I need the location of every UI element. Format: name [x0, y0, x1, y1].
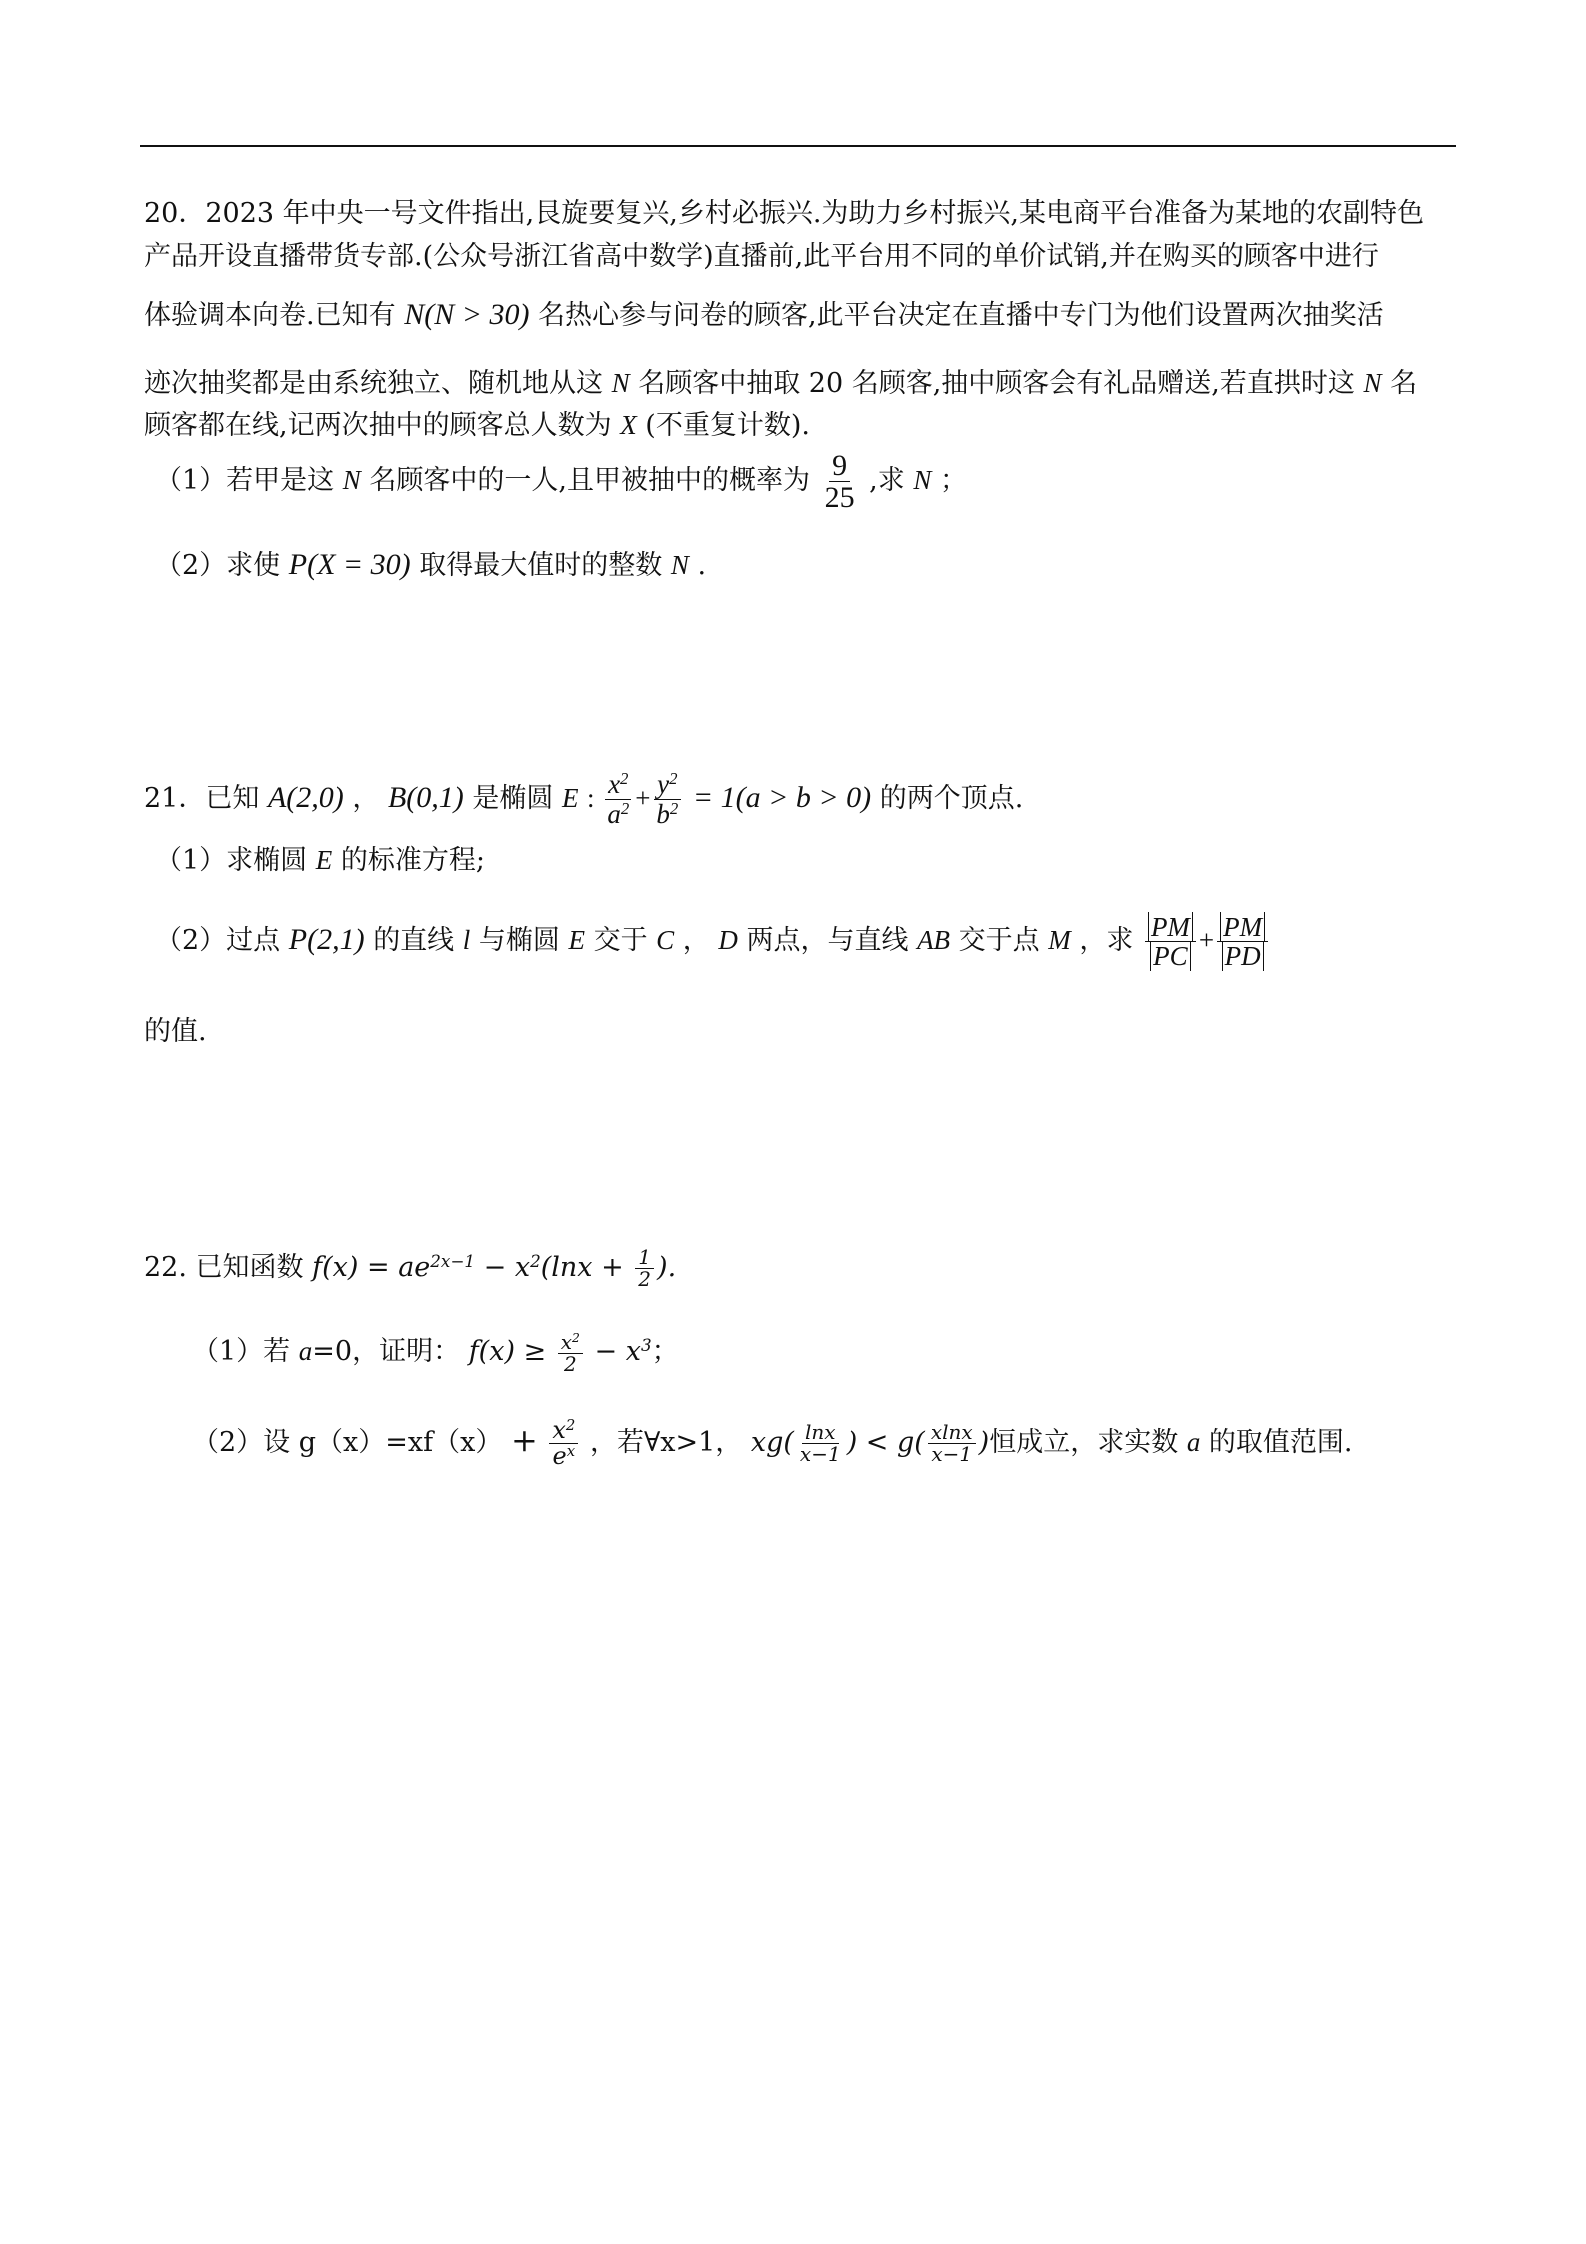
q20-p1-text-d: ； — [939, 465, 967, 496]
q20-p2-text-b: 取得最大值时的整数 — [419, 550, 663, 581]
q22-p2-text-c: 恒成立，求实数 — [989, 1427, 1179, 1458]
q20-text-3a: 体验调本向卷.已知有 — [144, 300, 396, 331]
x-symbol: x — [608, 769, 621, 800]
q21-p2-text-h: ，求 — [1079, 925, 1134, 956]
point-p: P(2,1) — [288, 923, 365, 956]
q20-text-4c: 名 — [1390, 368, 1418, 399]
q20-p1-text-b: 名顾客中的一人,且甲被抽中的概率为 — [369, 465, 810, 496]
q20-p2-text-a: （2）求使 — [155, 550, 281, 581]
q20-var-n-2: N — [1363, 368, 1382, 398]
header-rule — [140, 145, 1456, 147]
q20-var-n: N — [611, 368, 630, 398]
a-symbol: a — [607, 799, 621, 830]
q22-line-1: 22. 已知函数 $f(x) = ae^{2x-1} - x^2(\ln x$ + $\frac{1}{2}$ ). — [144, 1245, 677, 1292]
y-symbol: y — [657, 769, 670, 800]
pc-length: PC — [1150, 941, 1191, 971]
q22-term-1: − x — [475, 1252, 531, 1284]
q21-p2-text-a: （2）过点 — [155, 925, 281, 956]
q20-line-3 — [144, 298, 1384, 333]
probability-fraction — [822, 450, 858, 514]
ellipse-x-term: $\frac{x^2}{a^2}$ — [604, 770, 632, 828]
point-d: D — [718, 925, 738, 955]
q21-line-1: 21．已知 A(2,0) ， B(0,1) 是椭圆 E : $\frac{x^2}{a^2}$ + $\frac{y^2}{b^2}$ = 1(a > b > 0) 的两个顶点. — [144, 769, 1024, 830]
q21-text-c: 的两个顶点. — [879, 783, 1024, 814]
lnx-num: lnx — [802, 1422, 839, 1444]
q21-tail: 的值. — [144, 1016, 207, 1047]
pd-length: PD — [1222, 941, 1264, 971]
half-fraction — [635, 1247, 654, 1290]
x-squared-half: $\frac{x^2}{2}$ — [558, 1331, 583, 1375]
point-b: B(0,1) — [387, 781, 464, 814]
point-m: M — [1048, 925, 1071, 955]
point-c: C — [656, 925, 675, 955]
ellipse-e: E — [561, 783, 579, 813]
q22-text-a: 22. 已知函数 — [144, 1252, 304, 1284]
x2-denominator: 2 — [563, 1351, 577, 1376]
xlnx-num: xlnx — [928, 1422, 976, 1444]
lnx-fraction — [797, 1422, 844, 1465]
q22-var-a: a — [298, 1336, 313, 1367]
q20-p1-text-a: （1）若甲是这 — [155, 465, 335, 496]
half-denominator: 2 — [638, 1267, 652, 1292]
q21-colon: : — [587, 783, 602, 813]
q22-p1-text-b: =0，证明： — [312, 1336, 461, 1368]
x2-numerator: x — [560, 1329, 573, 1354]
q20-condition: N(N > 30) — [404, 298, 530, 331]
q20-part-1 — [155, 448, 967, 514]
inequality-rp: ) — [978, 1427, 990, 1458]
q21-text-b: 是椭圆 — [472, 783, 554, 814]
q21-p1-text-a: （1）求椭圆 — [155, 845, 308, 876]
function-f: f(x) = ae — [312, 1252, 431, 1284]
q22-p1-end: ； — [651, 1336, 679, 1368]
q22-p2-var-a: a — [1186, 1427, 1201, 1457]
q21-p1-var-e: E — [315, 845, 333, 875]
q21-p2-text-b: 的直线 — [373, 925, 455, 956]
ellipse-y-term: $\frac{y^2}{b^2}$ — [653, 770, 681, 828]
fraction-numerator: 9 — [829, 450, 850, 483]
q21-p2-text-e: ， — [682, 925, 710, 956]
q22-p2-text-a: （2）设 g（x）=xf（x） — [192, 1427, 503, 1458]
q21-line-tail — [144, 1015, 207, 1049]
pm-length-2: PM — [1220, 912, 1265, 942]
q21-p1-text-b: 的标准方程; — [340, 845, 485, 876]
inequality-lhs: xg( — [750, 1427, 794, 1458]
half-numerator: 1 — [635, 1247, 654, 1269]
q21-p2-var-e: E — [568, 925, 585, 955]
pm-length: PM — [1148, 912, 1193, 942]
lnx-den: x−1 — [799, 1442, 841, 1466]
q20-p2-var-n: N — [670, 550, 689, 580]
q20-text-5b: (不重复计数). — [645, 410, 810, 441]
q20-p1-var-n-2: N — [913, 465, 932, 495]
point-a: A(2,0) — [267, 781, 344, 814]
q20-line-5 — [144, 408, 810, 443]
ex-den: e — [552, 1442, 567, 1471]
q21-sep: ， — [352, 783, 380, 814]
q20-text-3b: 名热心参与问卷的顾客,此平台决定在直播中专门为他们设置两次抽奖活 — [538, 300, 1384, 331]
ellipse-condition: = 1(a > b > 0) — [692, 781, 872, 814]
q20-var-x: X — [620, 410, 637, 440]
q20-text-5a: 顾客都在线,记两次抽中的顾客总人数为 — [144, 410, 612, 441]
q20-text-1: 20．2023 年中央一号文件指出,艮旋要复兴,乡村必振兴.为助力乡村振兴,某电商平台准备为某地的农副特色 — [144, 198, 1424, 229]
q20-text-2: 产品开设直播带货专部.(公众号浙江省高中数学)直播前,此平台用不同的单价试销,并在购买的顾客中进行 — [144, 241, 1379, 272]
inequality-mid: ) < g( — [846, 1427, 925, 1458]
ratio-pm-pd — [1217, 913, 1268, 971]
q20-line-1 — [144, 197, 1424, 231]
q22-p2-text-b: ，若∀x>1， — [589, 1427, 743, 1458]
q21-part-1 — [155, 843, 485, 878]
q21-p2-text-c: 与椭圆 — [478, 925, 560, 956]
fraction-denominator: 25 — [824, 481, 855, 514]
q22-part-2 — [192, 1405, 1353, 1478]
q22-p1-text-a: （1）若 — [192, 1336, 291, 1368]
q21-text-a: 21．已知 — [144, 783, 260, 814]
q22-term-2: (lnx + — [540, 1252, 633, 1284]
q20-p1-var-n: N — [342, 465, 361, 495]
line-ab: AB — [917, 925, 951, 955]
q21-p2-text-f: 两点，与直线 — [746, 925, 909, 956]
q20-text-4b: 名顾客中抽取 20 名顾客,抽中顾客会有礼品赠送,若直拱时这 — [638, 368, 1355, 399]
q22-part-1: （1）若 a=0，证明： f(x) ≥ $\frac{x^2}{2}$ − $x^3$； — [192, 1329, 679, 1376]
q22-p1-rest: − x — [585, 1336, 641, 1368]
q22-p1-f: f(x) ≥ — [468, 1336, 555, 1368]
q21-p2-text-d: 交于 — [593, 925, 648, 956]
exponent: 2x−1 — [430, 1251, 476, 1271]
q22-end: ). — [657, 1252, 677, 1284]
q20-text-4a: 迹次抽奖都是由系统独立、随机地从这 — [144, 368, 603, 399]
x2-over-ex: $\frac{x^2}{e^x}$ — [549, 1418, 578, 1470]
q21-p2-text-g: 交于点 — [958, 925, 1040, 956]
q20-line-4 — [144, 366, 1417, 401]
q21-part-2: （2）过点 P(2,1) 的直线 l 与椭圆 E 交于 C ， D 两点，与直线 AB 交于点 M ，求 $\frac{PM}{PC}$ + $\frac{PM}{PD}$ — [155, 905, 1271, 976]
q20-p2-text-c: . — [697, 550, 707, 581]
q22-p2-text-d: 的取值范围. — [1208, 1427, 1353, 1458]
plus-sign: + — [510, 1421, 538, 1459]
b-symbol: b — [656, 799, 670, 830]
q20-p2-expression: P(X = 30) — [288, 548, 411, 581]
q20-line-2 — [144, 240, 1379, 274]
xlnx-den: x−1 — [931, 1442, 973, 1466]
ratio-pm-pc — [1145, 913, 1196, 971]
x2-num: x — [552, 1415, 566, 1444]
q20-p1-text-c: ,求 — [869, 465, 905, 496]
line-l: l — [462, 925, 471, 955]
xlnx-fraction — [928, 1422, 976, 1465]
q20-part-2 — [155, 548, 706, 583]
